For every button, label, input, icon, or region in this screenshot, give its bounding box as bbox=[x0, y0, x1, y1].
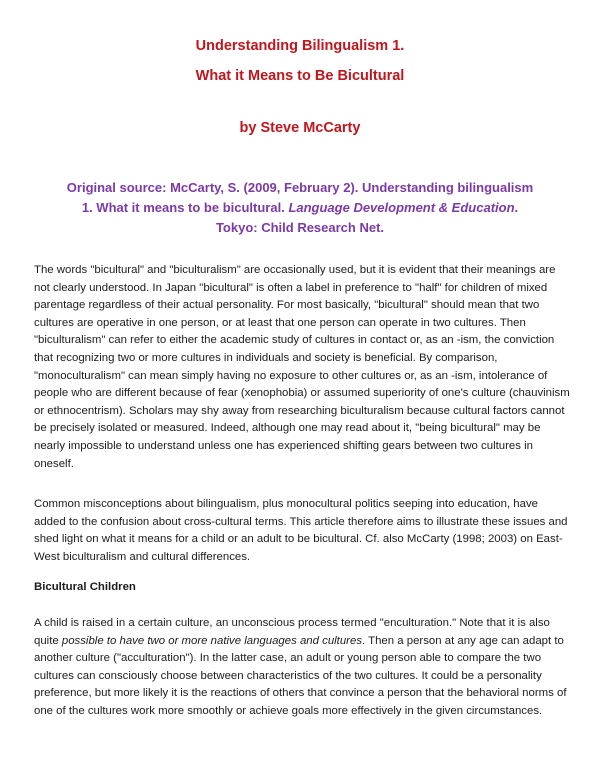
paragraph-text-continued: . Then a person at any age can adapt to another culture ("acculturation"). In the latter case, an adult or young person able to compare the two cultures can consciously choose between characteristics of the two cultures. It could be a personality preference, but more likely it is the reactions of others that convince a person that the behavioral norms of one of the cultures work more smoothly or achieve goals more effectively in the given circumstances. bbox=[34, 634, 567, 717]
citation-journal: Language Development & Education bbox=[288, 200, 515, 215]
paragraph-text: A child is raised in a certain culture, an unconscious process termed "enculturation." Note that it is also quite bbox=[34, 617, 550, 647]
source-citation bbox=[60, 178, 540, 238]
title-line-2: What it Means to Be Bicultural bbox=[195, 68, 405, 84]
title-line-1: Understanding Bilingualism 1. bbox=[195, 38, 405, 54]
paragraph-intro: The words "bicultural" and "biculturalism" are occasionally used, but it is evident that their meanings are not clearly understood. In Japan "bicultural" is often a label in preference to "half" for children of mixed parentage regardless of their actual personality. For most basically, "bicultural" should mean that two cultures are operative in one person, or at least that one person can operate in two cultures. Then "biculturalism" can refer to either the academic study of cultures in contact or, as an -ism, the conviction that recognizing two or more cultures in individuals and society is beneficial. By comparison, "monoculturalism" can mean simply having no exposure to other cultures or, as an -ism, intolerance of people who are different because of fear (xenophobia) or assumed superiority of one's culture (chauvinism or ethnocentrism). Scholars may shy away from researching biculturalism because cultural factors cannot be precisely isolated or measured. Indeed, although one may read about it, "being bicultural" may be nearly impossible to understand unless one has experienced shifting gears between two cultures in oneself. bbox=[34, 264, 570, 470]
section-heading: Bicultural Children bbox=[34, 581, 136, 593]
citation-publisher: . Tokyo: Child Research Net. bbox=[215, 200, 519, 235]
author-byline: by Steve McCarty bbox=[239, 120, 361, 136]
paragraph-bicultural-children bbox=[34, 615, 570, 721]
paragraph-misconceptions: Common misconceptions about bilingualism, plus monocultural politics seeping into education, have added to the confusion about cross-cultural terms. This article therefore aims to illustrate these issues and shed light on what it means for a child or an adult to be bicultural. Cf. also McCarty (1998; 2003) on East-West biculturalism and cultural differences. bbox=[34, 498, 568, 563]
emphasized-text: possible to have two or more native languages and cultures bbox=[61, 634, 363, 647]
citation-text: Original source: McCarty, S. (2009, February 2). Understanding bilingualism 1. What it means to be bicultural. bbox=[66, 180, 534, 215]
